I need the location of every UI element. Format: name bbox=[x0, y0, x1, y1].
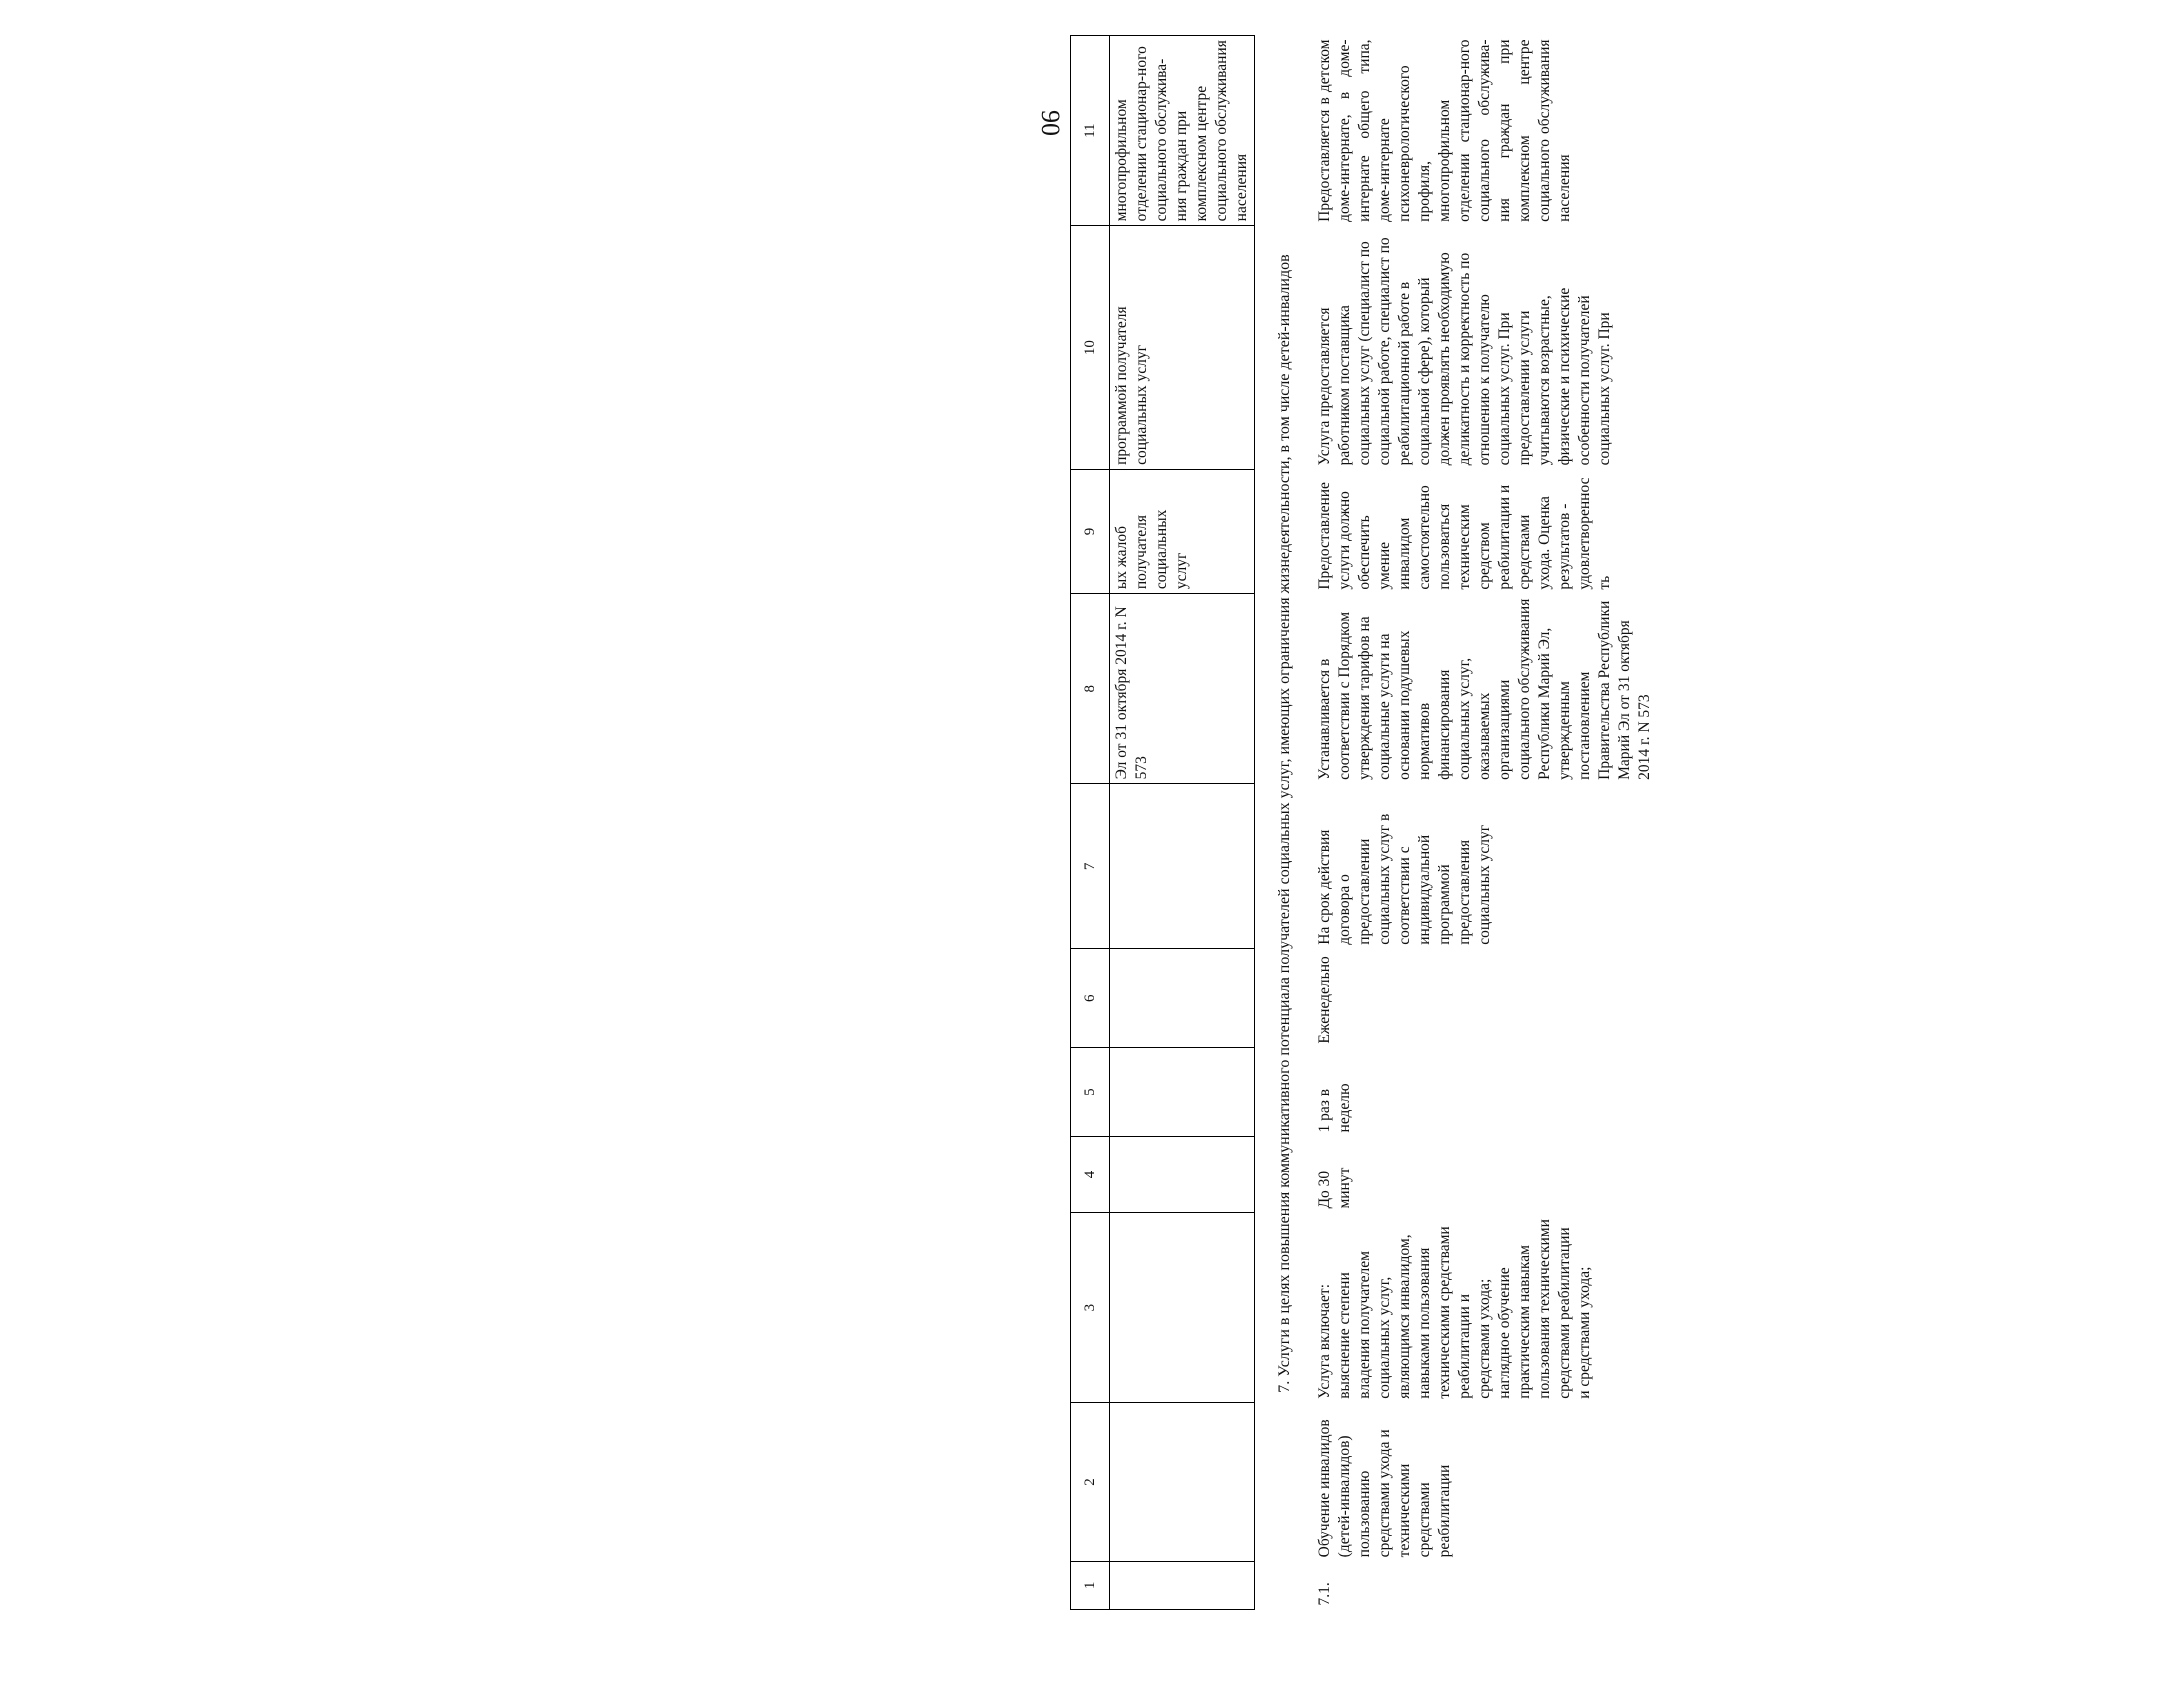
continuation-row bbox=[1110, 36, 1255, 1610]
service-tariff: Устанавливается в соответствии с Порядком утверждения тарифов на социальные услуги на основании подушевых нормативов финансирования социальных услуг, оказываемых организациями социального обслуживания Республики Марий Эл, утвержденным постановлением Правительства Республики Марий Эл от 31 октября 2014 г. N 573 bbox=[1316, 598, 1653, 780]
section-7-title: 7. Услуги в целях повышения коммуникативного потенциала получателей социальных услуг, имеющих ограничения жизнедеятельности, в том числе детей-инвалидов bbox=[1276, 254, 1293, 1393]
service-number: 7.1. bbox=[1316, 1582, 1333, 1606]
cont-cell-6 bbox=[1110, 949, 1255, 1048]
cont-cell-5 bbox=[1110, 1048, 1255, 1137]
cont-cell-11: многопрофильном отделении стационар-ного социального обслужива-ния граждан при комплексном центре социального обслуживания населения bbox=[1110, 36, 1255, 226]
header-col-5: 5 bbox=[1071, 1048, 1110, 1137]
rotated-table-page bbox=[1070, 30, 2170, 1610]
cont-cell-7 bbox=[1110, 784, 1255, 949]
service-periodicity: Еженедельно bbox=[1316, 956, 1333, 1044]
cont-cell-10: программой получателя социальных услуг bbox=[1110, 226, 1255, 470]
service-where: Предоставляется в детском доме-интернате, в доме-интернате общего типа, доме-интернате психоневрологического профиля, многопрофильном отделении стационар-ного социального обслужива-ния граждан при комплексном центре социального обслуживания населения bbox=[1316, 39, 1573, 222]
header-col-2: 2 bbox=[1071, 1403, 1110, 1562]
services-table bbox=[1070, 35, 1657, 1610]
header-number-row bbox=[1071, 36, 1110, 1610]
header-col-6: 6 bbox=[1071, 949, 1110, 1048]
header-col-8: 8 bbox=[1071, 594, 1110, 784]
cont-cell-1 bbox=[1110, 1561, 1255, 1609]
service-quality: Предоставление услуги должно обеспечить умение инвалидом самостоятельно пользоваться техническим средством реабилитации и средствами ухода. Оценка результатов - удовлетворенность bbox=[1316, 477, 1613, 590]
cont-cell-3 bbox=[1110, 1213, 1255, 1403]
service-duration: До 30 минут bbox=[1316, 1167, 1353, 1209]
header-col-9: 9 bbox=[1071, 469, 1110, 593]
header-col-10: 10 bbox=[1071, 226, 1110, 470]
service-term: На срок действия договора о предоставлении социальных услуг в соответствии с индивидуальной программой предоставления социальных услуг bbox=[1316, 813, 1493, 945]
service-conditions: Услуга предоставляется работником поставщика социальных услуг (специалист по социальной работе, специалист по реабилитационной работе в социальной сфере), который должен проявлять необходимую деликатность и корректность по отношению к получателю социальных услуг. При предоставлении услуги учитываются возрастные, физические и психические особенности получателей социальных услуг. При bbox=[1316, 237, 1613, 466]
service-frequency: 1 раз в неделю bbox=[1316, 1083, 1353, 1133]
section-7-row bbox=[1255, 36, 1314, 1610]
page-number: 90 bbox=[1036, 110, 1065, 136]
header-col-11: 11 bbox=[1071, 36, 1110, 226]
service-name: Обучение инвалидов (детей-инвалидов) пользованию средствами ухода и техническими средствами реабилитации bbox=[1316, 1419, 1453, 1558]
header-col-4: 4 bbox=[1071, 1136, 1110, 1212]
cont-cell-8: Эл от 31 октября 2014 г. N 573 bbox=[1110, 594, 1255, 784]
header-col-7: 7 bbox=[1071, 784, 1110, 949]
cont-cell-2 bbox=[1110, 1403, 1255, 1562]
cont-cell-9: ых жалоб получателя социальных услуг bbox=[1110, 469, 1255, 593]
header-col-3: 3 bbox=[1071, 1213, 1110, 1403]
service-description: Услуга включает: выяснение степени владения получателем социальных услуг, являющимся инвалидом, навыками пользования техническими средствами реабилитации и средствами ухода; наглядное обучение практическим навыкам пользования техническими средствами реабилитации и средствами ухода; bbox=[1316, 1219, 1593, 1399]
service-7-1-row bbox=[1313, 36, 1657, 1610]
cont-cell-4 bbox=[1110, 1136, 1255, 1212]
header-col-1: 1 bbox=[1071, 1561, 1110, 1609]
